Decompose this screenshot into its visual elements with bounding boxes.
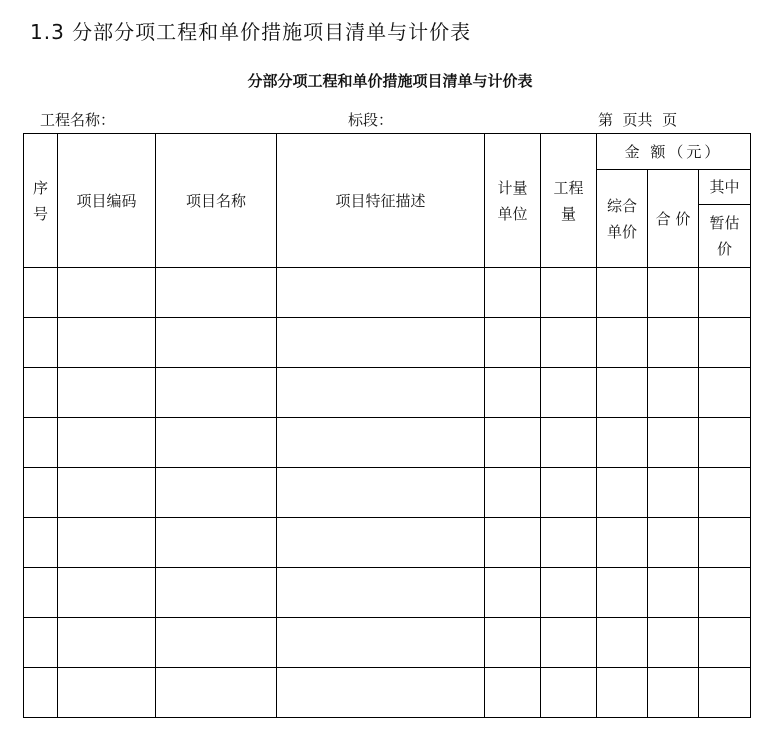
table-cell — [24, 318, 58, 368]
table-cell — [277, 668, 485, 718]
table-cell — [648, 568, 699, 618]
table-cell — [541, 318, 597, 368]
header-item-code: 项目编码 — [58, 134, 156, 268]
table-cell — [597, 418, 648, 468]
table-cell — [541, 468, 597, 518]
table-cell — [648, 318, 699, 368]
header-seq-line1: 序 — [32, 178, 48, 197]
table-cell — [541, 568, 597, 618]
header-unit-line1: 计量 — [497, 178, 528, 197]
table-cell — [277, 568, 485, 618]
table-cell — [648, 268, 699, 318]
table-cell — [277, 418, 485, 468]
table-cell — [156, 668, 277, 718]
table-cell — [597, 268, 648, 318]
table-cell — [597, 368, 648, 418]
table-row — [24, 418, 751, 468]
section-label: 标段： — [348, 111, 394, 129]
table-cell — [277, 368, 485, 418]
table-cell — [58, 268, 156, 318]
table-cell — [699, 618, 751, 668]
table-cell — [156, 268, 277, 318]
table-row — [24, 318, 751, 368]
table-cell — [58, 418, 156, 468]
header-amount: 金 额（元） — [597, 134, 751, 170]
table-cell — [485, 668, 541, 718]
table-cell — [485, 618, 541, 668]
table-row — [24, 568, 751, 618]
header-total: 合 价 — [648, 170, 699, 268]
table-cell — [277, 518, 485, 568]
header-quantity — [541, 134, 597, 268]
project-name-label: 工程名称： — [40, 111, 116, 129]
table-cell — [648, 468, 699, 518]
table-cell — [58, 568, 156, 618]
table-cell — [58, 518, 156, 568]
table-cell — [699, 268, 751, 318]
table-cell — [24, 618, 58, 668]
table-cell — [648, 618, 699, 668]
table-cell — [277, 618, 485, 668]
table-cell — [699, 468, 751, 518]
table-cell — [156, 318, 277, 368]
header-quantity-line1: 工程 — [553, 178, 584, 197]
table-cell — [597, 568, 648, 618]
table-row — [24, 268, 751, 318]
table-cell — [156, 618, 277, 668]
table-cell — [485, 418, 541, 468]
table-cell — [485, 518, 541, 568]
header-item-description: 项目特征描述 — [277, 134, 485, 268]
table-cell — [485, 368, 541, 418]
table-cell — [597, 518, 648, 568]
table-row — [24, 618, 751, 668]
table-cell — [648, 668, 699, 718]
table-cell — [597, 318, 648, 368]
table-row — [24, 668, 751, 718]
table-cell — [485, 318, 541, 368]
table-row — [24, 518, 751, 568]
header-unit — [485, 134, 541, 268]
document-title: 分部分项工程和单价措施项目清单与计价表 — [247, 72, 533, 90]
table-cell — [24, 468, 58, 518]
table-cell — [58, 468, 156, 518]
table-cell — [541, 418, 597, 468]
table-cell — [699, 318, 751, 368]
table-cell — [648, 368, 699, 418]
table-cell — [485, 568, 541, 618]
table-cell — [485, 468, 541, 518]
table-cell — [156, 418, 277, 468]
table-cell — [58, 618, 156, 668]
table-cell — [597, 668, 648, 718]
header-unit-line2: 单位 — [497, 204, 528, 223]
table-cell — [277, 318, 485, 368]
table-cell — [277, 268, 485, 318]
header-unit-price-line2: 单价 — [606, 222, 637, 241]
section-heading: 1.3 分部分项工程和单价措施项目清单与计价表 — [30, 20, 472, 44]
table-cell — [156, 518, 277, 568]
table-cell — [58, 668, 156, 718]
table-cell — [699, 668, 751, 718]
table-cell — [24, 518, 58, 568]
table-cell — [541, 368, 597, 418]
header-unit-price — [597, 170, 648, 268]
table-cell — [24, 268, 58, 318]
table-cell — [58, 368, 156, 418]
table-cell — [24, 418, 58, 468]
table-cell — [24, 368, 58, 418]
header-provisional-line1: 暂估 — [709, 214, 740, 232]
page-number-label: 第 页共 页 — [598, 111, 678, 129]
table-cell — [648, 418, 699, 468]
table-cell — [541, 618, 597, 668]
header-seq-line2: 号 — [32, 204, 48, 223]
header-quantity-line2: 量 — [560, 204, 576, 223]
bill-of-quantities-table — [23, 133, 751, 718]
table-cell — [541, 268, 597, 318]
table-cell — [24, 568, 58, 618]
header-of-which: 其中 — [699, 170, 751, 205]
table-cell — [541, 518, 597, 568]
table-cell — [24, 668, 58, 718]
table-cell — [597, 468, 648, 518]
header-seq — [24, 134, 58, 268]
table-cell — [699, 368, 751, 418]
header-unit-price-line1: 综合 — [606, 196, 637, 215]
table-cell — [156, 568, 277, 618]
table-cell — [156, 468, 277, 518]
table-cell — [485, 268, 541, 318]
table-cell — [156, 368, 277, 418]
table-cell — [58, 318, 156, 368]
table-cell — [597, 618, 648, 668]
header-item-name: 项目名称 — [156, 134, 277, 268]
table-cell — [699, 518, 751, 568]
table-cell — [699, 418, 751, 468]
table-row — [24, 468, 751, 518]
table-cell — [541, 668, 597, 718]
header-provisional-line2: 价 — [717, 240, 733, 258]
table-cell — [699, 568, 751, 618]
table-cell — [277, 468, 485, 518]
table-cell — [648, 518, 699, 568]
header-provisional — [699, 205, 751, 268]
table-row — [24, 368, 751, 418]
